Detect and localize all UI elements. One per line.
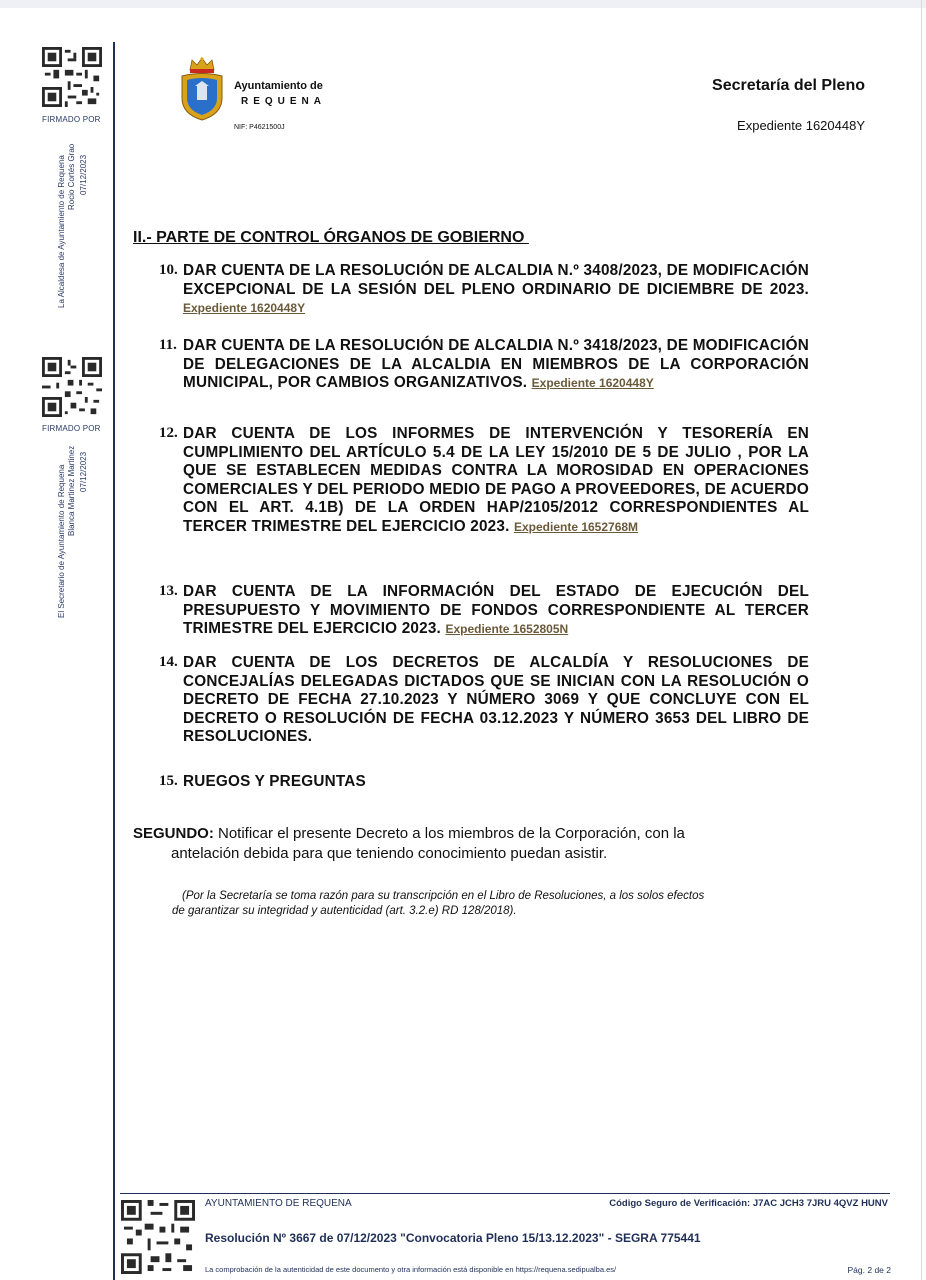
item-number: 15. <box>159 773 178 789</box>
footer-organization: AYUNTAMIENTO DE REQUENA <box>205 1198 352 1209</box>
note-line-2: de garantizar su integridad y autenticidad (art. 3.2.e) RD 128/2018). <box>172 905 517 917</box>
department-title: Secretaría del Pleno <box>712 77 865 94</box>
footer-rule <box>120 1193 890 1194</box>
item-number: 11. <box>159 337 177 353</box>
signature-text-1c <box>79 155 89 195</box>
agenda-item-12 <box>159 425 809 536</box>
item-text: DAR CUENTA DE LA INFORMACIÓN DEL ESTADO DE EJECUCIÓN DEL PRESUPUESTO Y MOVIMIENTO DE FONDOS CORRESPONDIENTE AL TERCER TRIMESTRE DEL EJERCICIO 2023. <box>183 583 809 637</box>
qr-code-icon <box>42 357 102 417</box>
margin-rule <box>113 42 115 1280</box>
firmado-por-label: FIRMADO POR <box>42 424 101 433</box>
item-number: 13. <box>159 583 178 599</box>
item-text: DAR CUENTA DE LOS INFORMES DE INTERVENCIÓN Y TESORERÍA EN CUMPLIMIENTO DEL ARTÍCULO 5.4 DE LA LEY 15/2010 DE 5 DE JULIO , POR LA QUE SE ESTABLECEN MEDIDAS CONTRA LA MOROSIDAD EN OPERACIONES COMERCIALES Y DEL PERIODO MEDIO DE PAGO A PROVEEDORES, DE ACUERDO CON EL ART. 4.1B) DE LA ORDEN HAP/2105/2012 CORRESPONDIENTES AL TERCER TRIMESTRE DEL EJERCICIO 2023. <box>183 425 809 535</box>
expediente-link[interactable]: Expediente 1620448Y <box>531 376 654 390</box>
page-number: Pág. 2 de 2 <box>847 1265 891 1275</box>
expediente-link[interactable]: Expediente 1652768M <box>513 519 639 534</box>
secretaria-note <box>172 889 812 919</box>
segundo-paragraph <box>133 824 809 863</box>
organization-city: REQUENA <box>241 96 327 107</box>
item-text: DAR CUENTA DE LA RESOLUCIÓN DE ALCALDIA N.º 3408/2023, DE MODIFICACIÓN EXCEPCIONAL DE LA SESIÓN DEL PLENO ORDINARIO DE DICIEMBRE DE 2023. <box>183 262 809 298</box>
coat-of-arms-icon <box>178 56 226 122</box>
qr-code-icon <box>42 47 102 107</box>
expediente-link[interactable]: Expediente 1652805N <box>445 622 569 636</box>
signer-date: 07/12/2023 <box>79 451 88 492</box>
agenda-item-14 <box>159 654 809 747</box>
signature-text-1b <box>67 144 77 210</box>
item-number: 10. <box>159 262 178 278</box>
expediente-link[interactable]: Expediente 1620448Y <box>183 301 306 315</box>
signature-text-1 <box>57 155 67 308</box>
signer-name: Rocio Cortés Grao <box>67 143 76 210</box>
agenda-item-10 <box>159 262 809 318</box>
item-text: RUEGOS Y PREGUNTAS <box>183 773 366 790</box>
agenda-item-11 <box>159 337 809 393</box>
agenda-item-15 <box>159 773 809 792</box>
item-number: 12. <box>159 425 178 441</box>
signature-text-2 <box>57 465 67 618</box>
header-expediente: Expediente 1620448Y <box>737 118 865 133</box>
top-band <box>0 0 926 8</box>
agenda-item-13 <box>159 583 809 639</box>
authenticity-note: La comprobación de la autenticidad de este documento y otra información está disponible en https://requena.sedipualba.es/ <box>205 1265 617 1274</box>
signer-name: Blanca Martinez Martinez <box>67 445 76 536</box>
organization-name: Ayuntamiento de <box>234 80 323 92</box>
signer-date: 07/12/2023 <box>79 154 88 195</box>
signer-role: El Secretario de Ayuntamiento de Requena <box>57 464 66 618</box>
item-text: DAR CUENTA DE LA RESOLUCIÓN DE ALCALDIA N.º 3418/2023, DE MODIFICACIÓN DE DELEGACIONES DE LA ALCALDIA EN MIEMBROS DE LA CORPORACIÓN MUNICIPAL, POR CAMBIOS ORGANIZATIVOS. <box>183 337 809 391</box>
signature-text-2c <box>79 452 89 492</box>
firmado-por-label: FIRMADO POR <box>42 115 101 124</box>
signer-role: La Alcaldesa de Ayuntamiento de Requena <box>57 155 66 308</box>
item-number: 14. <box>159 654 178 670</box>
segundo-label: SEGUNDO: <box>133 825 214 842</box>
verification-code: Código Seguro de Verificación: J7AC JCH3 7JRU 4QVZ HUNV <box>609 1198 888 1209</box>
qr-code-icon <box>121 1200 195 1274</box>
segundo-text-1: Notificar el presente Decreto a los miembros de la Corporación, con la <box>213 825 685 842</box>
section-title: II.- PARTE DE CONTROL ÓRGANOS DE GOBIERNO <box>133 229 529 246</box>
page-edge <box>921 0 922 1280</box>
note-line-1: (Por la Secretaría se toma razón para su transcripción en el Libro de Resoluciones, a los solos efectos <box>182 890 705 902</box>
nif-number: NIF: P4621500J <box>234 124 285 131</box>
resolution-title: Resolución Nº 3667 de 07/12/2023 "Convocatoria Pleno 15/13.12.2023" - SEGRA 775441 <box>205 1231 701 1245</box>
item-text: DAR CUENTA DE LOS DECRETOS DE ALCALDÍA Y RESOLUCIONES DE CONCEJALÍAS DELEGADAS DICTADOS QUE SE INICIAN CON LA RESOLUCIÓN O DECRETO DE FECHA 27.10.2023 Y NÚMERO 3069 Y QUE CONCLUYE CON EL DECRETO O RESOLUCIÓN DE FECHA 03.12.2023 Y NÚMERO 3653 DEL LIBRO DE RESOLUCIONES. <box>183 654 809 745</box>
signature-text-2b <box>67 446 77 536</box>
segundo-text-2: antelación debida para que teniendo conocimiento puedan asistir. <box>171 844 608 862</box>
